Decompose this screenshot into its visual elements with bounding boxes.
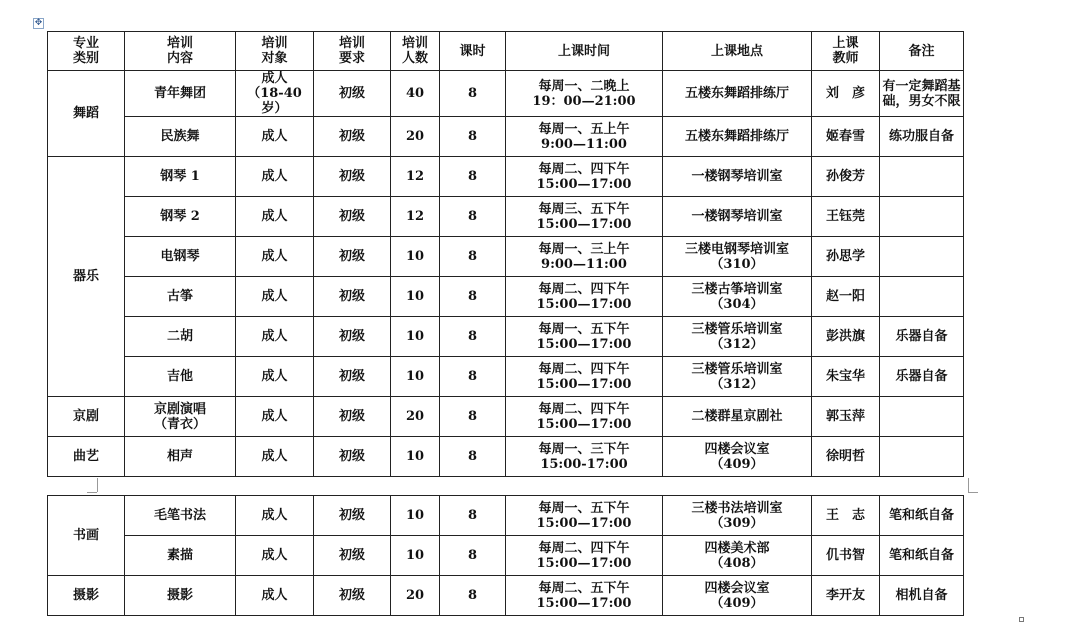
count-cell: 10 bbox=[391, 277, 440, 317]
content-cell: 古筝 bbox=[125, 277, 236, 317]
teacher-cell: 王 志 bbox=[812, 496, 880, 536]
time-cell: 每周二、四下午 15:00—17:00 bbox=[506, 397, 663, 437]
count-cell: 12 bbox=[391, 197, 440, 237]
target-cell: 成人 bbox=[236, 576, 314, 616]
count-cell: 10 bbox=[391, 437, 440, 477]
header-cell: 培训 内容 bbox=[125, 32, 236, 71]
level-cell: 初级 bbox=[314, 157, 391, 197]
count-cell: 10 bbox=[391, 536, 440, 576]
target-cell: 成人 bbox=[236, 536, 314, 576]
hours-cell: 8 bbox=[440, 576, 506, 616]
table-row bbox=[48, 536, 964, 576]
hours-cell: 8 bbox=[440, 437, 506, 477]
table-row bbox=[48, 277, 964, 317]
header-cell: 专业 类别 bbox=[48, 32, 125, 71]
content-cell: 民族舞 bbox=[125, 117, 236, 157]
hours-cell: 8 bbox=[440, 157, 506, 197]
header-cell: 培训 对象 bbox=[236, 32, 314, 71]
place-cell: 五楼东舞蹈排练厅 bbox=[663, 117, 812, 157]
time-cell: 每周二、四下午 15:00—17:00 bbox=[506, 277, 663, 317]
time-cell: 每周三、五下午 15:00—17:00 bbox=[506, 197, 663, 237]
level-cell: 初级 bbox=[314, 536, 391, 576]
target-cell: 成人 （18-40岁） bbox=[236, 71, 314, 117]
place-cell: 五楼东舞蹈排练厅 bbox=[663, 71, 812, 117]
table-row bbox=[48, 397, 964, 437]
note-cell: 相机自备 bbox=[880, 576, 964, 616]
gap-tick-right bbox=[968, 492, 978, 493]
target-cell: 成人 bbox=[236, 197, 314, 237]
time-cell: 每周一、五下午 15:00—17:00 bbox=[506, 317, 663, 357]
count-cell: 40 bbox=[391, 71, 440, 117]
teacher-cell: 孙思学 bbox=[812, 237, 880, 277]
hours-cell: 8 bbox=[440, 496, 506, 536]
target-cell: 成人 bbox=[236, 496, 314, 536]
header-row bbox=[48, 32, 964, 71]
time-cell: 每周二、四下午 15:00—17:00 bbox=[506, 536, 663, 576]
hours-cell: 8 bbox=[440, 536, 506, 576]
target-cell: 成人 bbox=[236, 397, 314, 437]
place-cell: 三楼书法培训室 （309） bbox=[663, 496, 812, 536]
gap-line-left bbox=[97, 478, 98, 492]
category-cell: 舞蹈 bbox=[48, 71, 125, 157]
target-cell: 成人 bbox=[236, 277, 314, 317]
level-cell: 初级 bbox=[314, 496, 391, 536]
table-row bbox=[48, 496, 964, 536]
target-cell: 成人 bbox=[236, 437, 314, 477]
header-cell: 上课时间 bbox=[506, 32, 663, 71]
note-cell: 乐器自备 bbox=[880, 357, 964, 397]
teacher-cell: 仉书智 bbox=[812, 536, 880, 576]
header-cell: 上课 教师 bbox=[812, 32, 880, 71]
level-cell: 初级 bbox=[314, 437, 391, 477]
level-cell: 初级 bbox=[314, 576, 391, 616]
teacher-cell: 李开友 bbox=[812, 576, 880, 616]
level-cell: 初级 bbox=[314, 317, 391, 357]
time-cell: 每周二、四下午 15:00—17:00 bbox=[506, 157, 663, 197]
table-row bbox=[48, 237, 964, 277]
gap-tick-left bbox=[87, 492, 97, 493]
target-cell: 成人 bbox=[236, 157, 314, 197]
target-cell: 成人 bbox=[236, 317, 314, 357]
place-cell: 三楼管乐培训室 （312） bbox=[663, 317, 812, 357]
level-cell: 初级 bbox=[314, 277, 391, 317]
header-cell: 上课地点 bbox=[663, 32, 812, 71]
table-row bbox=[48, 197, 964, 237]
content-cell: 摄影 bbox=[125, 576, 236, 616]
place-cell: 一楼钢琴培训室 bbox=[663, 197, 812, 237]
table-move-handle-icon[interactable]: ✥ bbox=[34, 18, 43, 28]
note-cell bbox=[880, 197, 964, 237]
table-row bbox=[48, 357, 964, 397]
content-cell: 吉他 bbox=[125, 357, 236, 397]
time-cell: 每周一、五上午 9:00—11:00 bbox=[506, 117, 663, 157]
category-cell: 器乐 bbox=[48, 157, 125, 397]
content-cell: 钢琴 2 bbox=[125, 197, 236, 237]
time-cell: 每周一、三下午 15:00-17:00 bbox=[506, 437, 663, 477]
note-cell: 练功服自备 bbox=[880, 117, 964, 157]
hours-cell: 8 bbox=[440, 71, 506, 117]
time-cell: 每周一、三上午 9:00—11:00 bbox=[506, 237, 663, 277]
place-cell: 二楼群星京剧社 bbox=[663, 397, 812, 437]
table-row bbox=[48, 576, 964, 616]
hours-cell: 8 bbox=[440, 197, 506, 237]
count-cell: 20 bbox=[391, 397, 440, 437]
hours-cell: 8 bbox=[440, 357, 506, 397]
level-cell: 初级 bbox=[314, 237, 391, 277]
category-cell: 京剧 bbox=[48, 397, 125, 437]
hours-cell: 8 bbox=[440, 117, 506, 157]
teacher-cell: 姬春雪 bbox=[812, 117, 880, 157]
time-cell: 每周一、二晚上 19：00—21:00 bbox=[506, 71, 663, 117]
table-row bbox=[48, 117, 964, 157]
note-cell: 乐器自备 bbox=[880, 317, 964, 357]
table-row bbox=[48, 157, 964, 197]
content-cell: 电钢琴 bbox=[125, 237, 236, 277]
content-cell: 二胡 bbox=[125, 317, 236, 357]
teacher-cell: 彭洪旗 bbox=[812, 317, 880, 357]
level-cell: 初级 bbox=[314, 71, 391, 117]
note-cell bbox=[880, 397, 964, 437]
header-cell: 培训 人数 bbox=[391, 32, 440, 71]
note-cell bbox=[880, 277, 964, 317]
content-cell: 青年舞团 bbox=[125, 71, 236, 117]
header-cell: 课时 bbox=[440, 32, 506, 71]
table-row bbox=[48, 71, 964, 117]
count-cell: 20 bbox=[391, 117, 440, 157]
hours-cell: 8 bbox=[440, 317, 506, 357]
training-schedule-table bbox=[47, 31, 964, 477]
hours-cell: 8 bbox=[440, 277, 506, 317]
teacher-cell: 王钰莞 bbox=[812, 197, 880, 237]
level-cell: 初级 bbox=[314, 197, 391, 237]
teacher-cell: 郭玉萍 bbox=[812, 397, 880, 437]
target-cell: 成人 bbox=[236, 117, 314, 157]
note-cell bbox=[880, 437, 964, 477]
content-cell: 素描 bbox=[125, 536, 236, 576]
hours-cell: 8 bbox=[440, 397, 506, 437]
level-cell: 初级 bbox=[314, 357, 391, 397]
category-cell: 摄影 bbox=[48, 576, 125, 616]
teacher-cell: 徐明哲 bbox=[812, 437, 880, 477]
place-cell: 三楼电钢琴培训室 （310） bbox=[663, 237, 812, 277]
content-cell: 毛笔书法 bbox=[125, 496, 236, 536]
teacher-cell: 孙俊芳 bbox=[812, 157, 880, 197]
target-cell: 成人 bbox=[236, 237, 314, 277]
gap-line-right bbox=[968, 478, 969, 492]
hours-cell: 8 bbox=[440, 237, 506, 277]
count-cell: 10 bbox=[391, 237, 440, 277]
content-cell: 京剧演唱 （青衣） bbox=[125, 397, 236, 437]
place-cell: 三楼古筝培训室 （304） bbox=[663, 277, 812, 317]
level-cell: 初级 bbox=[314, 117, 391, 157]
note-cell bbox=[880, 157, 964, 197]
time-cell: 每周二、五下午 15:00—17:00 bbox=[506, 576, 663, 616]
count-cell: 10 bbox=[391, 357, 440, 397]
note-cell: 有一定舞蹈基 础，男女不限 bbox=[880, 71, 964, 117]
table-row bbox=[48, 437, 964, 477]
count-cell: 20 bbox=[391, 576, 440, 616]
training-schedule-table-continued bbox=[47, 495, 964, 616]
table-row bbox=[48, 317, 964, 357]
note-cell bbox=[880, 237, 964, 277]
content-cell: 相声 bbox=[125, 437, 236, 477]
teacher-cell: 刘 彦 bbox=[812, 71, 880, 117]
place-cell: 四楼会议室 （409） bbox=[663, 437, 812, 477]
time-cell: 每周二、四下午 15:00—17:00 bbox=[506, 357, 663, 397]
table-resize-handle-icon[interactable] bbox=[1019, 617, 1024, 622]
place-cell: 三楼管乐培训室 （312） bbox=[663, 357, 812, 397]
place-cell: 一楼钢琴培训室 bbox=[663, 157, 812, 197]
header-cell: 培训 要求 bbox=[314, 32, 391, 71]
count-cell: 10 bbox=[391, 317, 440, 357]
teacher-cell: 朱宝华 bbox=[812, 357, 880, 397]
level-cell: 初级 bbox=[314, 397, 391, 437]
category-cell: 书画 bbox=[48, 496, 125, 576]
category-cell: 曲艺 bbox=[48, 437, 125, 477]
place-cell: 四楼会议室 （409） bbox=[663, 576, 812, 616]
time-cell: 每周一、五下午 15:00—17:00 bbox=[506, 496, 663, 536]
header-cell: 备注 bbox=[880, 32, 964, 71]
target-cell: 成人 bbox=[236, 357, 314, 397]
place-cell: 四楼美术部 （408） bbox=[663, 536, 812, 576]
count-cell: 12 bbox=[391, 157, 440, 197]
count-cell: 10 bbox=[391, 496, 440, 536]
content-cell: 钢琴 1 bbox=[125, 157, 236, 197]
note-cell: 笔和纸自备 bbox=[880, 536, 964, 576]
note-cell: 笔和纸自备 bbox=[880, 496, 964, 536]
teacher-cell: 赵一阳 bbox=[812, 277, 880, 317]
